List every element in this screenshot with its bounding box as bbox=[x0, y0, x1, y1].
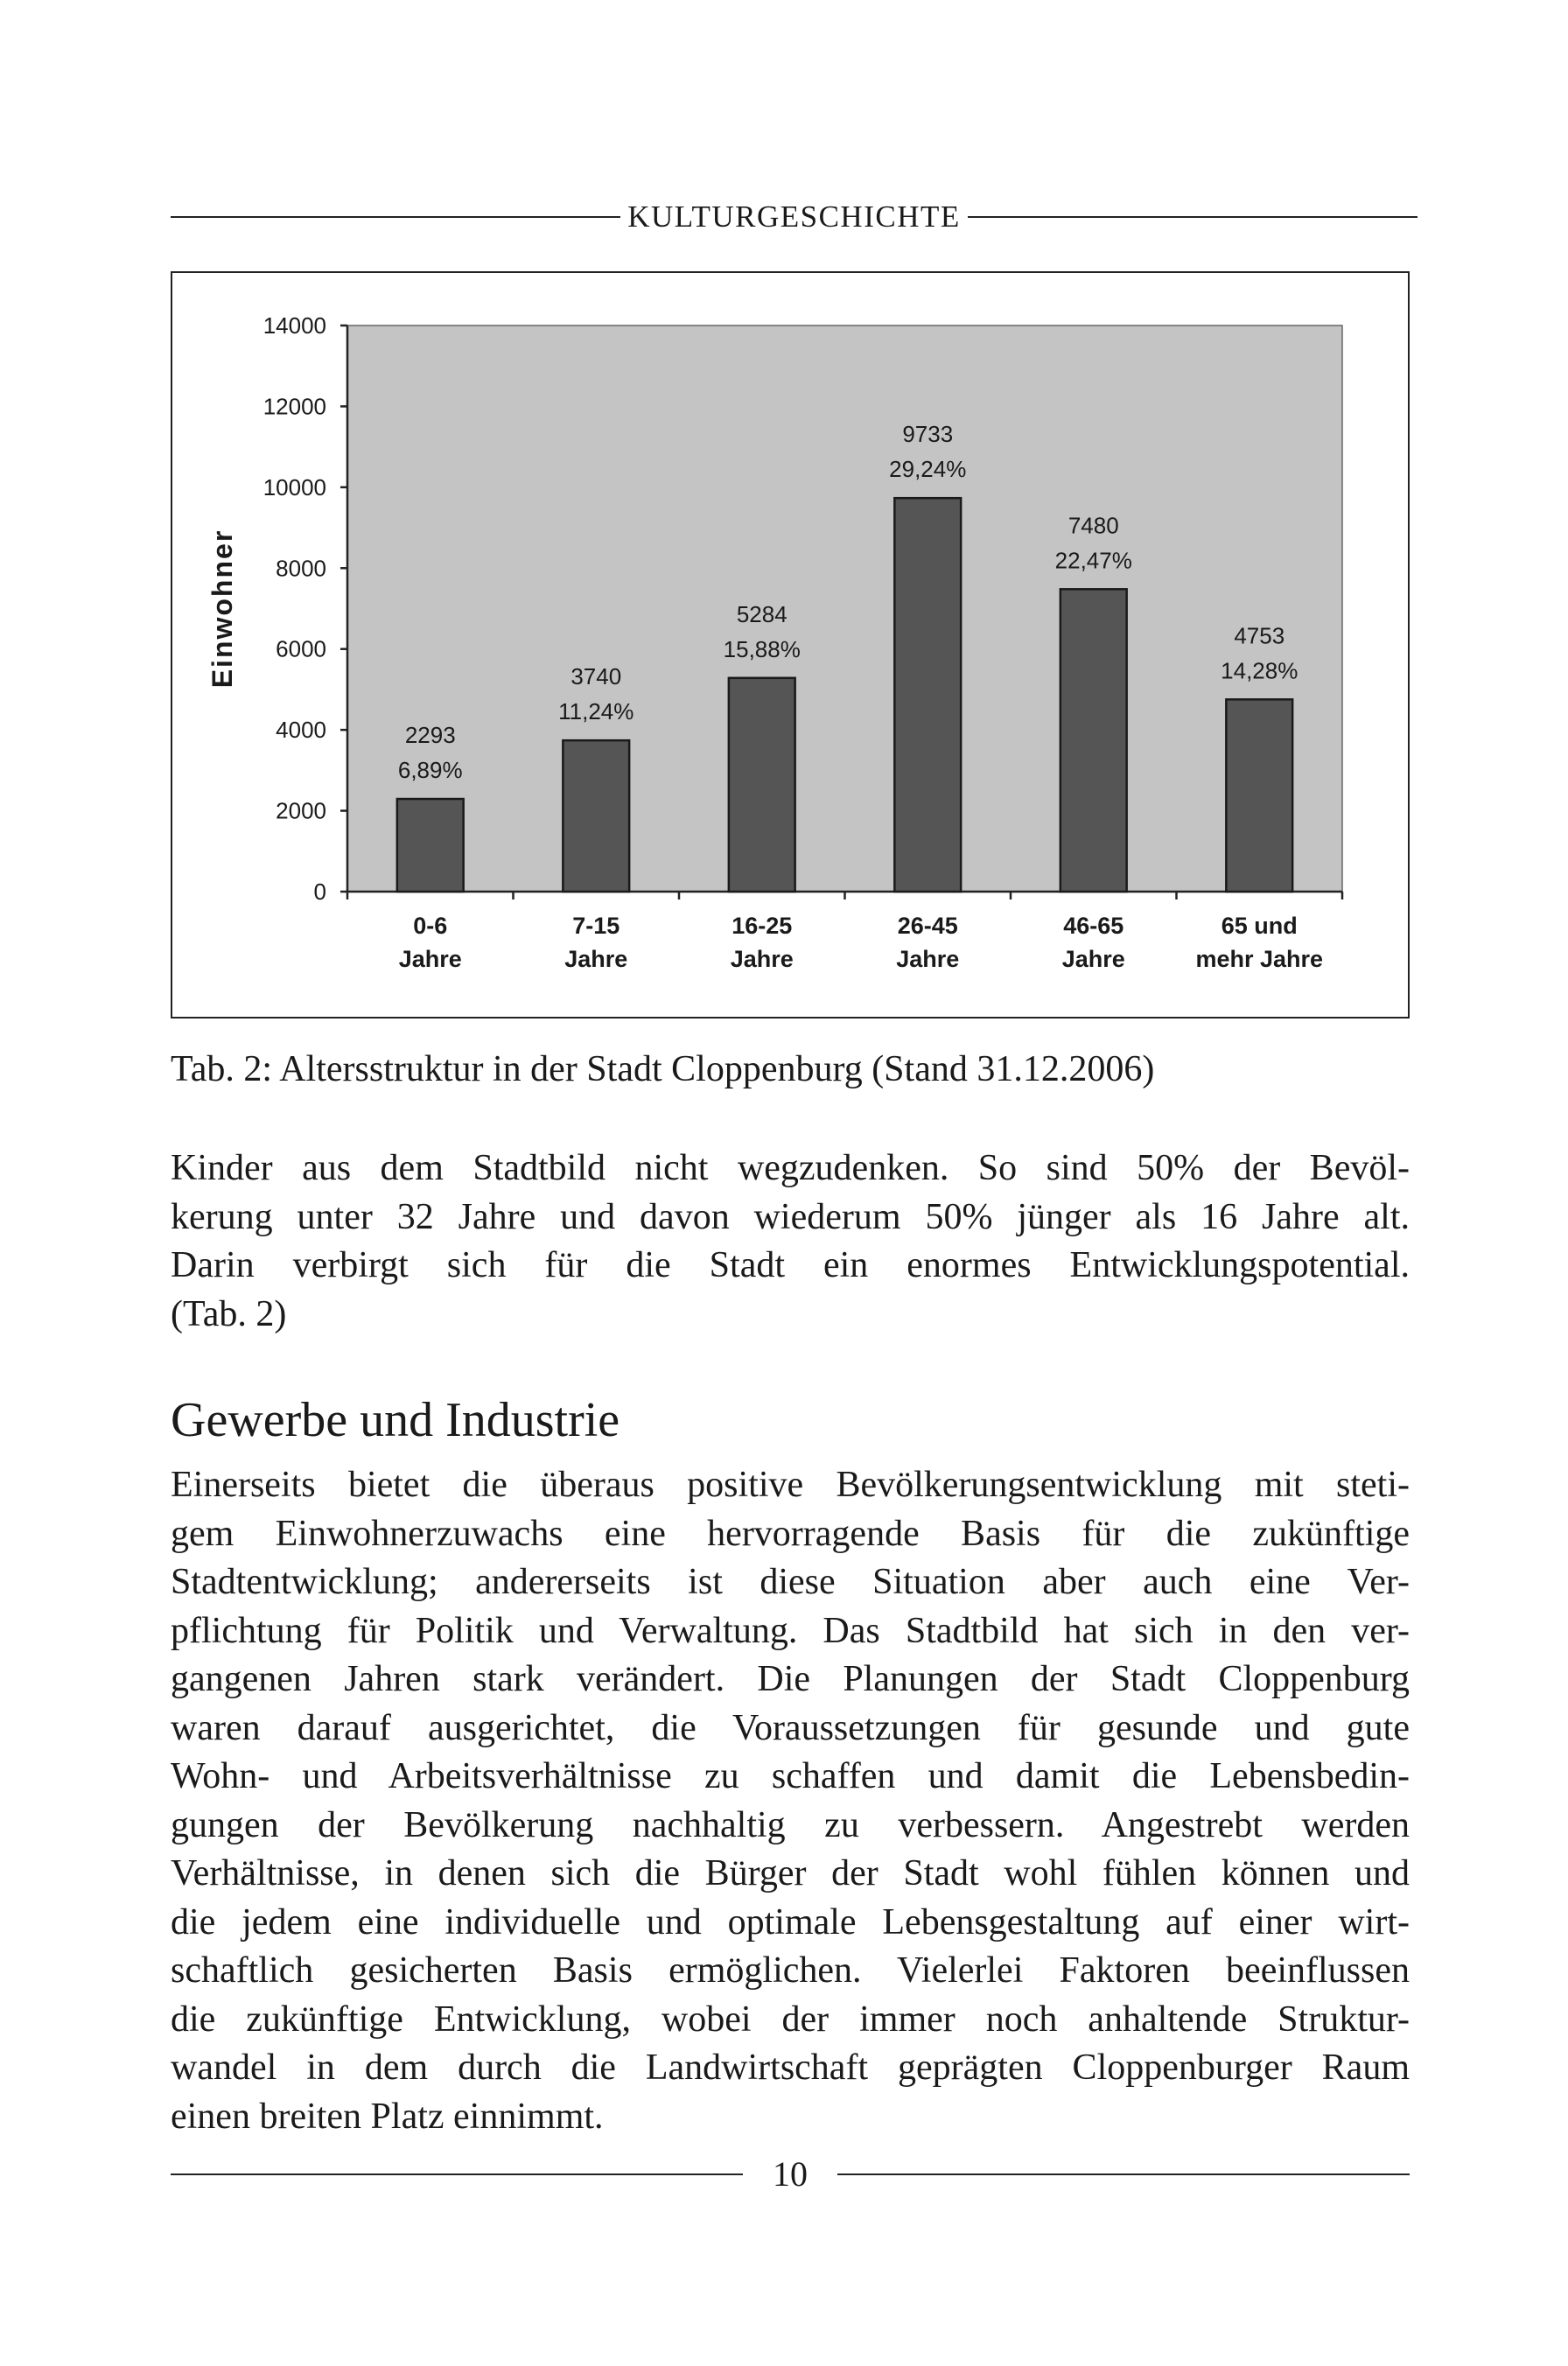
x-category-sublabel: Jahre bbox=[1061, 946, 1125, 972]
x-category-label: 16-25 bbox=[732, 913, 793, 939]
paragraph-gewerbe bbox=[171, 1461, 1410, 2141]
bar bbox=[1226, 699, 1292, 892]
bar-percent-label: 22,47% bbox=[1054, 547, 1132, 574]
paragraph-gewerbe-line: Wohn- und Arbeitsverhältnisse zu schaffen und damit die Lebensbedin- bbox=[171, 1756, 1410, 1796]
paragraph-gewerbe-line: einen breiten Platz einnimmt. bbox=[171, 2096, 604, 2137]
y-tick-label: 6000 bbox=[276, 635, 326, 662]
bar bbox=[729, 678, 795, 892]
age-structure-chart bbox=[172, 273, 1408, 1017]
x-category-label: 26-45 bbox=[897, 913, 958, 939]
bar bbox=[1060, 589, 1127, 892]
paragraph-gewerbe-line: die zukünftige Entwicklung, wobei der immer noch anhaltende Struktur- bbox=[171, 1998, 1410, 2040]
paragraph-gewerbe-line: pflichtung für Politik und Verwaltung. Das Stadtbild hat sich in den ver- bbox=[171, 1610, 1410, 1651]
section-heading: Gewerbe und Industrie bbox=[171, 1393, 620, 1447]
paragraph-gewerbe-line: schaftlich gesicherten Basis ermöglichen. Vielerlei Faktoren beeinflussen bbox=[171, 1950, 1410, 1991]
bar-value-label: 5284 bbox=[736, 600, 788, 627]
running-header bbox=[171, 200, 1418, 234]
y-tick-label: 8000 bbox=[276, 555, 326, 582]
bar-value-label: 2293 bbox=[404, 722, 456, 749]
bar-value-label: 7480 bbox=[1068, 512, 1119, 539]
x-category-label: 46-65 bbox=[1063, 913, 1124, 939]
paragraph-gewerbe-line: gem Einwohnerzuwachs eine hervorragende Basis für die zukünftige bbox=[171, 1513, 1410, 1554]
x-category-label: 65 und bbox=[1221, 913, 1298, 939]
y-tick-label: 0 bbox=[313, 878, 326, 905]
paragraph-gewerbe-line: gangenen Jahren stark verändert. Die Planungen der Stadt Cloppenburg bbox=[171, 1659, 1410, 1699]
paragraph-intro-line: Darin verbirgt sich für die Stadt ein enormes Entwicklungspotential. bbox=[171, 1245, 1410, 1285]
x-category-label: 7-15 bbox=[572, 913, 620, 939]
bar bbox=[894, 498, 961, 892]
bar-percent-label: 6,89% bbox=[397, 757, 463, 784]
bar-value-label: 4753 bbox=[1234, 622, 1285, 649]
y-tick-label: 12000 bbox=[262, 393, 326, 420]
header-rule-right bbox=[968, 216, 1418, 218]
paragraph-gewerbe-line: gungen der Bevölkerung nachhaltig zu verbessern. Angestrebt werden bbox=[171, 1804, 1410, 1845]
bar-percent-label: 29,24% bbox=[889, 456, 967, 483]
paragraph-gewerbe-line: Stadtentwicklung; andererseits ist diese Situation aber auch eine Ver- bbox=[171, 1562, 1410, 1602]
bar-percent-label: 14,28% bbox=[1221, 657, 1298, 684]
bar bbox=[397, 799, 464, 892]
x-category-sublabel: Jahre bbox=[730, 946, 794, 972]
y-tick-label: 10000 bbox=[262, 473, 326, 500]
plot-area bbox=[347, 326, 1342, 892]
x-category-sublabel: Jahre bbox=[398, 946, 462, 972]
table-caption: Tab. 2: Altersstruktur in der Stadt Cloppenburg (Stand 31.12.2006) bbox=[171, 1049, 1155, 1089]
paragraph-gewerbe-line: die jedem eine individuelle und optimale Lebensgestaltung auf einer wirt- bbox=[171, 1901, 1410, 1942]
paragraph-gewerbe-line: Einerseits bietet die überaus positive Bevölkerungsentwicklung mit steti- bbox=[171, 1465, 1410, 1505]
y-tick-label: 14000 bbox=[262, 312, 326, 339]
paragraph-gewerbe-line: Verhältnisse, in denen sich die Bürger der Stadt wohl fühlen können und bbox=[171, 1853, 1410, 1894]
paragraph-intro-line: kerung unter 32 Jahre und davon wiederum 50% jünger als 16 Jahre alt. bbox=[171, 1196, 1410, 1237]
y-axis-title: Einwohner bbox=[206, 528, 238, 689]
paragraph-intro-line: (Tab. 2) bbox=[171, 1293, 287, 1334]
footer-rule-left bbox=[171, 2174, 743, 2175]
page-footer bbox=[171, 2154, 1410, 2194]
bar bbox=[563, 740, 629, 892]
bar-value-label: 9733 bbox=[902, 421, 954, 448]
bar-value-label: 3740 bbox=[570, 663, 622, 690]
y-tick-label: 4000 bbox=[276, 717, 326, 744]
x-category-sublabel: Jahre bbox=[564, 946, 628, 972]
x-category-sublabel: mehr Jahre bbox=[1195, 946, 1324, 972]
paragraph-gewerbe-line: waren darauf ausgerichtet, die Voraussetzungen für gesunde und gute bbox=[171, 1707, 1410, 1748]
bar-percent-label: 11,24% bbox=[558, 698, 634, 725]
header-rule-left bbox=[171, 216, 620, 218]
x-category-label: 0-6 bbox=[413, 913, 448, 939]
chart-frame bbox=[171, 271, 1410, 1018]
paragraph-gewerbe-line: wandel in dem durch die Landwirtschaft geprägten Cloppenburger Raum bbox=[171, 2048, 1410, 2088]
x-category-sublabel: Jahre bbox=[896, 946, 960, 972]
bar-percent-label: 15,88% bbox=[723, 635, 801, 662]
running-title: KULTURGESCHICHTE bbox=[627, 200, 961, 234]
footer-rule-right bbox=[837, 2174, 1410, 2175]
paragraph-intro bbox=[171, 1144, 1410, 1339]
y-tick-label: 2000 bbox=[276, 797, 326, 824]
paragraph-intro-line: Kinder aus dem Stadtbild nicht wegzudenken. So sind 50% der Bevöl- bbox=[171, 1148, 1410, 1188]
page-number: 10 bbox=[773, 2154, 808, 2194]
